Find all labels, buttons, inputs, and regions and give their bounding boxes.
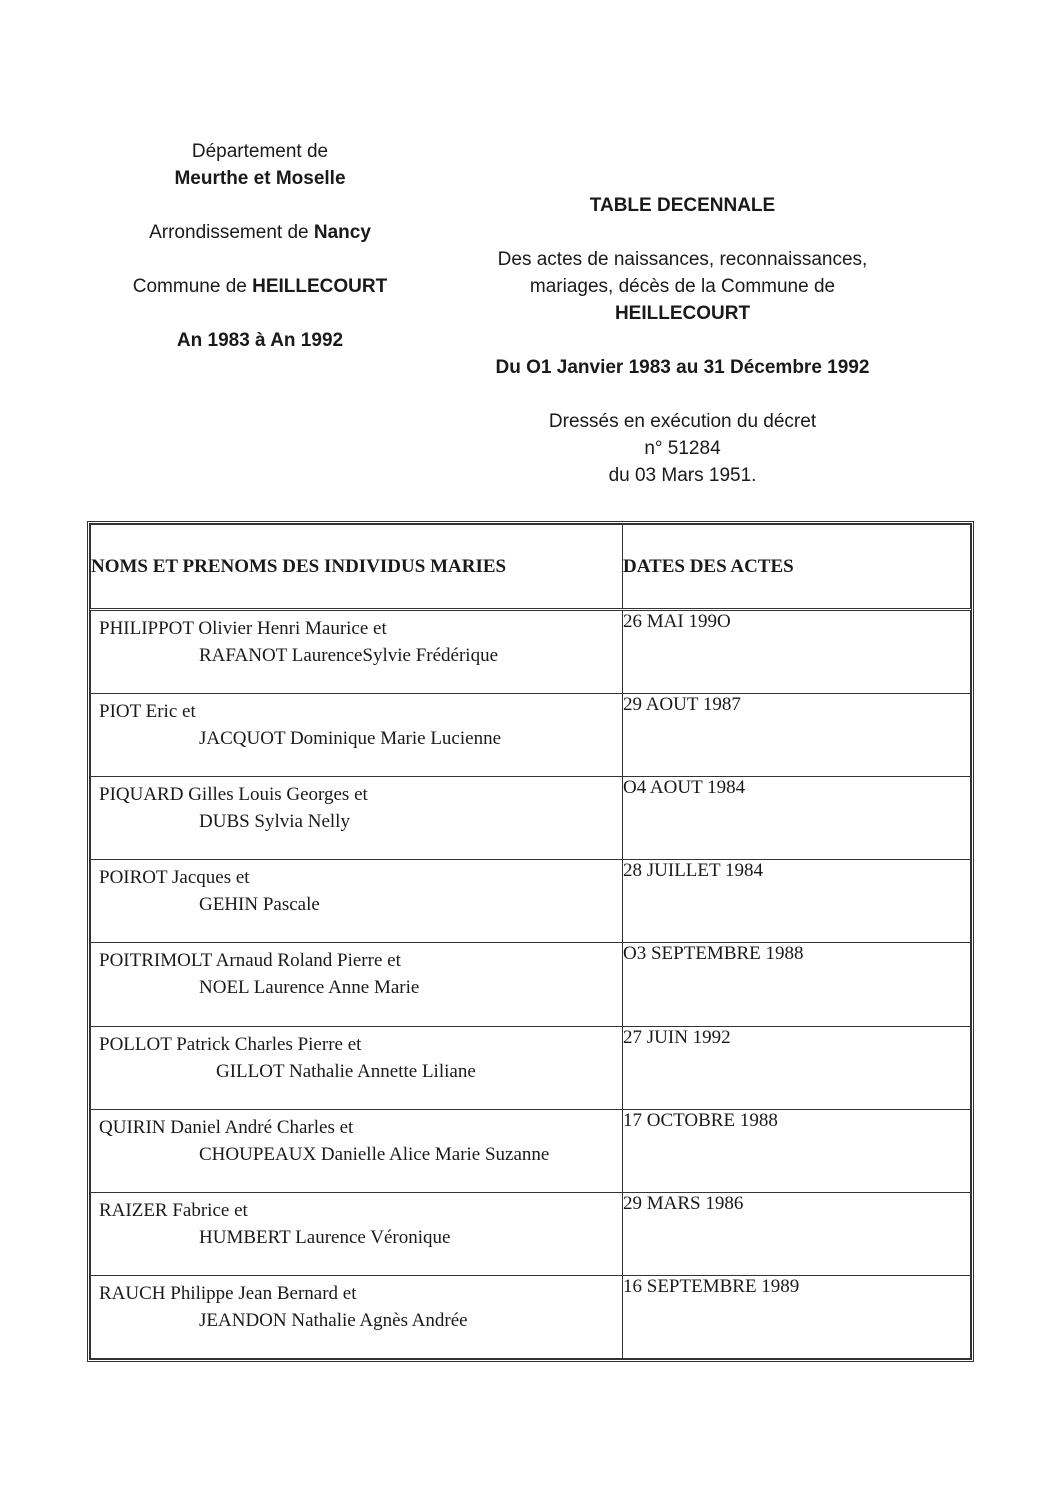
decree-line-2: n° 51284 — [644, 438, 721, 459]
department-name: Meurthe et Moselle — [174, 168, 346, 189]
names-cell — [91, 777, 623, 860]
decree-line-3: du 03 Mars 1951. — [608, 465, 757, 486]
table-row — [91, 1192, 971, 1275]
table-header-row — [91, 525, 971, 610]
document-title-block — [470, 192, 895, 489]
names-cell — [91, 1192, 623, 1275]
names-cell — [91, 610, 623, 694]
date-cell: 17 OCTOBRE 1988 — [623, 1109, 971, 1192]
spouse-2: JEANDON Nathalie Agnès Andrée — [199, 1309, 468, 1331]
table-row — [91, 694, 971, 777]
department-label: Département de — [191, 141, 329, 162]
spouse-2: DUBS Sylvia Nelly — [199, 811, 350, 833]
year-range: An 1983 à An 1992 — [176, 330, 344, 351]
commune-label: Commune de — [132, 276, 253, 297]
spouse-1: QUIRIN Daniel André Charles et — [99, 1116, 354, 1138]
table-row — [91, 1275, 971, 1358]
names-cell — [91, 860, 623, 943]
spouse-2: HUMBERT Laurence Véronique — [199, 1226, 451, 1248]
spouse-1: POLLOT Patrick Charles Pierre et — [99, 1033, 362, 1055]
spouse-2: CHOUPEAUX Danielle Alice Marie Suzanne — [199, 1143, 550, 1165]
date-cell: O3 SEPTEMBRE 1988 — [623, 943, 971, 1026]
date-cell: 29 AOUT 1987 — [623, 694, 971, 777]
table-row — [91, 943, 971, 1026]
date-cell: 27 JUIN 1992 — [623, 1026, 971, 1109]
commune-name: HEILLECOURT — [252, 276, 388, 297]
spouse-1: RAIZER Fabrice et — [99, 1199, 248, 1221]
spouse-2: RAFANOT LaurenceSylvie Frédérique — [199, 645, 498, 666]
names-cell — [91, 1275, 623, 1358]
table-row — [91, 1109, 971, 1192]
names-cell — [91, 1026, 623, 1109]
names-cell — [91, 1109, 623, 1192]
spouse-2: JACQUOT Dominique Marie Lucienne — [199, 728, 502, 750]
date-cell: 16 SEPTEMBRE 1989 — [623, 1275, 971, 1358]
arrondissement — [100, 219, 420, 246]
date-cell: 29 MARS 1986 — [623, 1192, 971, 1275]
spouse-2: GEHIN Pascale — [199, 894, 320, 916]
arrondissement-label: Arrondissement de — [149, 222, 314, 243]
names-cell — [91, 943, 623, 1026]
description-line-2: mariages, décès de la Commune de — [529, 276, 836, 297]
spouse-1: POIROT Jacques et — [99, 867, 250, 889]
table-row — [91, 860, 971, 943]
date-cell: O4 AOUT 1984 — [623, 777, 971, 860]
column-header-names: NOMS ET PRENOMS DES INDIVIDUS MARIES — [91, 525, 623, 610]
administrative-header — [100, 138, 420, 354]
names-cell — [91, 694, 623, 777]
date-cell: 28 JUILLET 1984 — [623, 860, 971, 943]
spouse-2: GILLOT Nathalie Annette Liliane — [216, 1060, 476, 1082]
table-row — [91, 610, 971, 694]
spouse-1: PIOT Eric et — [99, 701, 196, 723]
description-line-1: Des actes de naissances, reconnaissances, — [497, 249, 868, 270]
spouse-1: PHILIPPOT Olivier Henri Maurice et — [99, 618, 387, 639]
commune — [100, 273, 420, 300]
document-title: TABLE DECENNALE — [589, 195, 776, 216]
decree-line-1: Dressés en exécution du décret — [548, 411, 817, 432]
description-commune: HEILLECOURT — [614, 303, 751, 324]
period: Du O1 Janvier 1983 au 31 Décembre 1992 — [495, 357, 870, 378]
arrondissement-name: Nancy — [313, 222, 371, 243]
table-row — [91, 777, 971, 860]
registry-table — [90, 524, 971, 1359]
date-cell: 26 MAI 199O — [623, 610, 971, 694]
marriage-register-table — [87, 521, 974, 1362]
spouse-1: POITRIMOLT Arnaud Roland Pierre et — [99, 950, 401, 972]
spouse-2: NOEL Laurence Anne Marie — [199, 977, 420, 999]
spouse-1: PIQUARD Gilles Louis Georges et — [99, 784, 368, 806]
table-row — [91, 1026, 971, 1109]
spouse-1: RAUCH Philippe Jean Bernard et — [99, 1282, 357, 1304]
column-header-dates: DATES DES ACTES — [623, 525, 971, 610]
